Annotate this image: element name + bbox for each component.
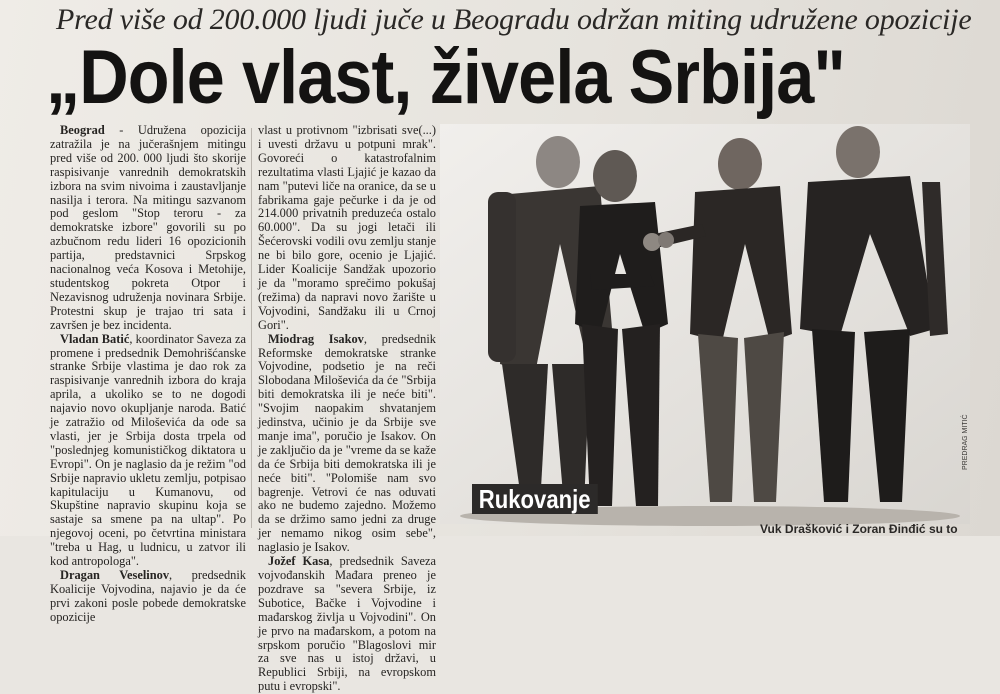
column-divider [251,128,252,528]
paragraph-text: - Udružena opozicija zatražila je na jučerašnjem mitingu pred više od 200. 000 ljudi što skorije raspisivanje vanrednih demokratskih izbora na svim nivoima i zaustavljanje nasilja i terora. Na mitingu sazvanom pod geslom "Stop teroru - za demokratske izbore" govorili su po azbučnom redu lideri 16 opozicionih partija, predstavnici Srpskog nacionalnog veća Kosova i Metohije, studentskog pokreta Otpor i Nezavisnog udruženja novinara Srbije. Protestni skup je trajao tri sata i završen je bez incidenta. [50,123,246,332]
paragraph [50,124,246,333]
paragraph-lead: Vladan Batić [60,331,130,346]
paragraph-text: , predsednik Reformske demokratske stranke Vojvodine, podsetio je na reči Slobodana Miloševića da će "Srbija biti demokratska ili je neće biti". "Svojim naopakim shvatanjem jedinstva, učinio je da Srbije sve manje ima", poručio je Isakov. On je zaključio da je "vreme da se kaže da će Srbija biti demokratska ili je neće biti". "Polomiše nam svo bagrenje. Vetrovi će nas oduvati ako ne budemo zajedno. Možemo da se držimo samo jedni za druge jer nemamo nikog osim sebe", naglasio je Isakov. [258,331,436,555]
handshake-photo-illustration [440,124,970,524]
kicker-line: Pred više od 200.000 ljudi juče u Beogradu održan miting udružene opozicije [56,3,972,36]
paragraph [50,333,246,569]
paragraph [258,555,436,694]
photo-caption: Vuk Drašković i Zoran Đinđić su to [760,522,958,536]
paragraph [50,569,246,625]
paragraph [258,124,436,333]
paragraph-lead: Miodrag Isakov [268,331,364,346]
article-column-2 [258,123,437,694]
paragraph-text: , koordinator Saveza za promene i predsednik Demohrišćanske stranke Srbije vlastima je dao rok za raspisivanje vanrednih izbora do kraja aprila, a ukoliko se to ne dogodi najavio novo okupljanje naroda. Batić je zatražio od Miloševića da ode sa vlasti, jer je Srbija dosta trpela od "poslednjeg komunističkog diktatora u Evropi". On je naglasio da je režim "od Srbije napravio ukletu zemlju, potpisao kapitulaciju u Kumanovu, od Skupštine napravio skupinu koja se sastaje sa smene pa na ultap". Po njegovoj oceni, po četvrtina ministara "treba u Hag, u ludnicu, u zatvor ili kod antropologa". [50,331,246,569]
paragraph-text: , predsednik Koalicije Vojvodina, najavio je da će prvi zakoni posle pobede demokratske opozicije [50,568,246,624]
paragraph-lead: Jožef Kasa [268,554,330,569]
article-column-1 [50,123,246,624]
paragraph [258,333,436,556]
photo-label: Rukovanje [472,484,597,514]
paragraph-lead: Beograd [60,123,105,137]
paragraph-text: vlast u protivnom "izbrisati sve(...) i uvesti državu u potpuni mrak". Govoreći o katastrofalnim rezultatima vlasti Ljajić je kazao da nam "putevi liče na oranice, da se u fabrikama gaje pečurke i da je od 214.000 privatnih preduzeća ostalo 60.000". Da su jogi letači ili Šećerovski vodili ovu zemlju stanje ne bi bilo gore, ocenio je Ljajić. Lider Koalicije Sandžak upozorio je da "moramo sprečimo pokušaj (režima) da napravi novo žarište u Vojvodini, Sandžaku ili u Crnoj Gori". [258,123,436,332]
photo-credit: PREDRAG MITIĆ [962,414,969,470]
headline: „Dole vlast, živela Srbija" [46,35,845,120]
paragraph-text: , predsednik Saveza vojvođanskih Mađara preneo je pozdrave sa "severa Srbije, iz Subotice, Bačke i Vojvodine i mađarskog življa u Vojvodini". On je prvo na mađarskom, a potom na srpskom poručio "Blagoslovi mir za sve nas u istoj državi, u Republici Srbiji, na evropskom putu i evropski". [258,554,437,694]
news-photo [440,124,970,524]
paragraph-lead: Dragan Veselinov [60,568,170,582]
